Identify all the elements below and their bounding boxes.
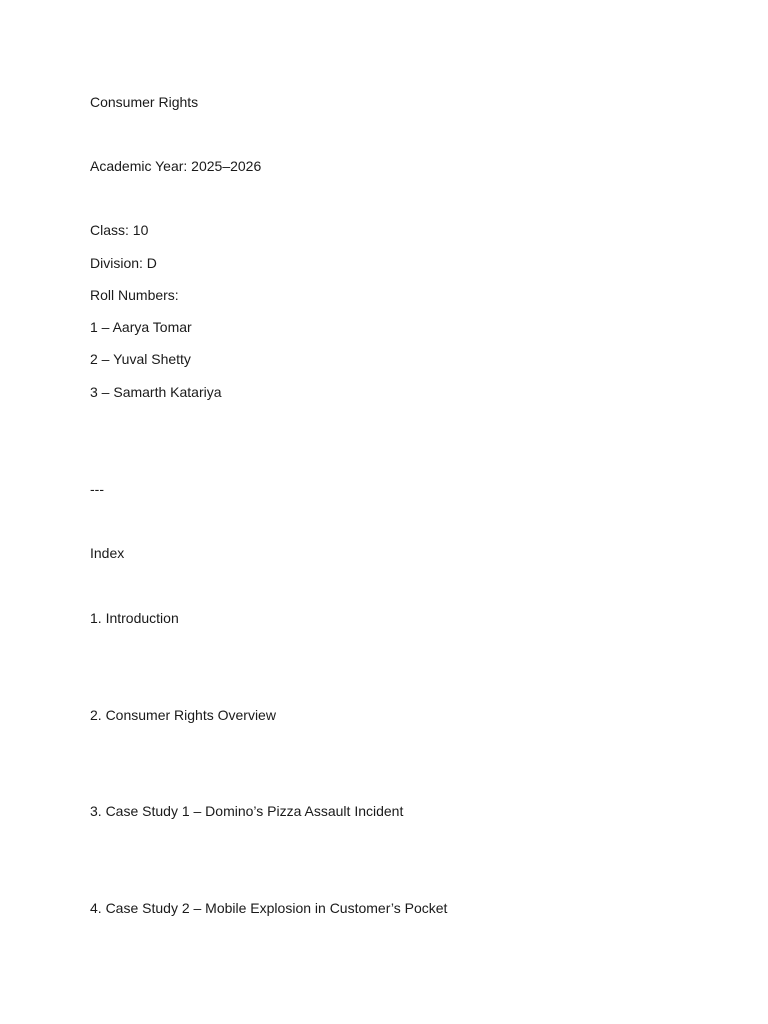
class-info: Class: 10 (90, 222, 149, 238)
academic-year: Academic Year: 2025–2026 (90, 158, 262, 174)
roll-number-item: 1 – Aarya Tomar (90, 319, 192, 335)
roll-number-item: 3 – Samarth Katariya (90, 384, 222, 400)
division-info: Division: D (90, 255, 157, 271)
section-separator: --- (90, 481, 104, 497)
document-title: Consumer Rights (90, 94, 199, 110)
index-item: 4. Case Study 2 – Mobile Explosion in Customer’s Pocket (90, 900, 448, 916)
index-item: 1. Introduction (90, 610, 179, 626)
index-item: 3. Case Study 1 – Domino’s Pizza Assault Incident (90, 803, 404, 819)
roll-numbers-label: Roll Numbers: (90, 287, 179, 303)
roll-number-item: 2 – Yuval Shetty (90, 351, 191, 367)
index-item: 2. Consumer Rights Overview (90, 707, 276, 723)
index-heading: Index (90, 545, 125, 561)
